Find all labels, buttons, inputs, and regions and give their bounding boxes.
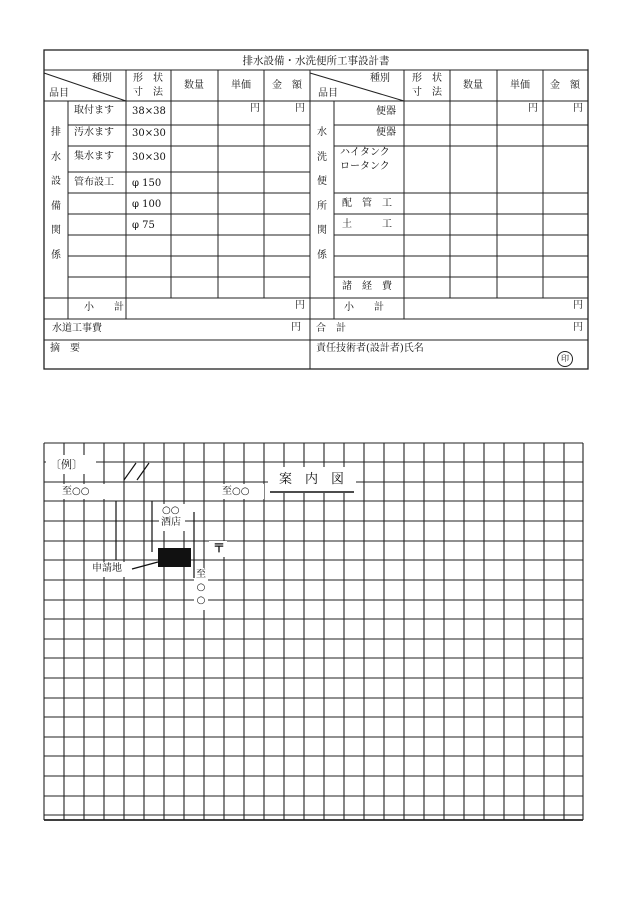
to-top-label: 至○○ <box>222 486 250 497</box>
header-size-right: 寸 法 <box>412 87 442 98</box>
header-quantity-left: 数量 <box>184 80 204 91</box>
header-shape-left: 形 状 <box>133 73 163 84</box>
left-item-0: 取付ます <box>74 105 114 116</box>
left-item-1: 汚水ます <box>74 127 114 138</box>
header-kind-left: 種別 <box>92 73 112 84</box>
engineer-label: 責任技術者(設計者)氏名 <box>316 343 424 354</box>
left-size-4: φ 100 <box>132 199 162 210</box>
header-amount-right: 金 額 <box>550 80 580 91</box>
left-size-2: 30×30 <box>132 152 166 163</box>
left-group-label: 排 水 設 備 関 係 <box>51 127 61 261</box>
header-kind-right: 種別 <box>370 73 390 84</box>
left-size-5: φ 75 <box>132 220 155 231</box>
header-item-right: 品目 <box>318 88 338 99</box>
site-leader-line <box>132 562 158 569</box>
water-work-unit: 円 <box>291 322 301 333</box>
water-work-label: 水道工事費 <box>52 323 102 334</box>
site-label: 申請地 <box>92 563 122 574</box>
example-label: 〔例〕 <box>50 458 83 471</box>
right-item-1: 便器 <box>376 127 396 138</box>
right-item-6: 諸 経 費 <box>342 281 392 292</box>
right-item-0: 便器 <box>376 106 396 117</box>
post-office-icon: 〒 <box>213 541 226 555</box>
left-item-3: 管布設工 <box>74 177 114 188</box>
right-group-label: 水 洗 便 所 関 係 <box>317 127 327 261</box>
left-price-unit-0: 円 <box>250 103 260 114</box>
header-quantity-right: 数量 <box>463 80 483 91</box>
left-size-1: 30×30 <box>132 128 166 139</box>
application-site-marker <box>158 548 191 567</box>
left-size-0: 38×38 <box>132 106 166 117</box>
shop-name-bottom: 酒店 <box>161 517 181 528</box>
header-amount-left: 金 額 <box>272 80 302 91</box>
shop-name-top: ○○ <box>162 505 180 516</box>
header-item-left: 品目 <box>49 88 69 99</box>
total-unit: 円 <box>573 322 583 333</box>
header-shape-right: 形 状 <box>412 73 442 84</box>
summary-label: 摘 要 <box>50 343 80 354</box>
header-size-left: 寸 法 <box>133 87 163 98</box>
header-unit-price-left: 単価 <box>231 80 251 91</box>
right-item-5: 土 工 <box>342 219 392 230</box>
right-price-unit-0: 円 <box>528 103 538 114</box>
right-subtotal-unit: 円 <box>573 300 583 311</box>
total-label: 合 計 <box>316 323 346 334</box>
left-amount-unit-0: 円 <box>295 103 305 114</box>
map-title: 案 内 図 <box>279 472 345 487</box>
left-size-3: φ 150 <box>132 178 162 189</box>
left-subtotal-unit: 円 <box>295 300 305 311</box>
left-item-2: 集水ます <box>74 151 114 162</box>
road-line-2 <box>137 463 149 480</box>
header-unit-price-right: 単価 <box>510 80 530 91</box>
right-item-4: 配 管 工 <box>342 198 392 209</box>
right-subtotal-label: 小 計 <box>344 302 384 313</box>
right-item-2: ハイタンク <box>340 147 390 158</box>
right-item-3: ロータンク <box>340 161 390 172</box>
left-subtotal-label: 小 計 <box>84 302 124 313</box>
seal-mark: 印 <box>557 351 573 367</box>
to-bottom-label: 至 ○ ○ <box>196 569 206 606</box>
road-line-1 <box>124 463 136 480</box>
right-amount-unit-0: 円 <box>573 103 583 114</box>
to-left-label: 至○○ <box>62 486 90 497</box>
form-title: 排水設備・水洗便所工事設計書 <box>242 55 390 67</box>
